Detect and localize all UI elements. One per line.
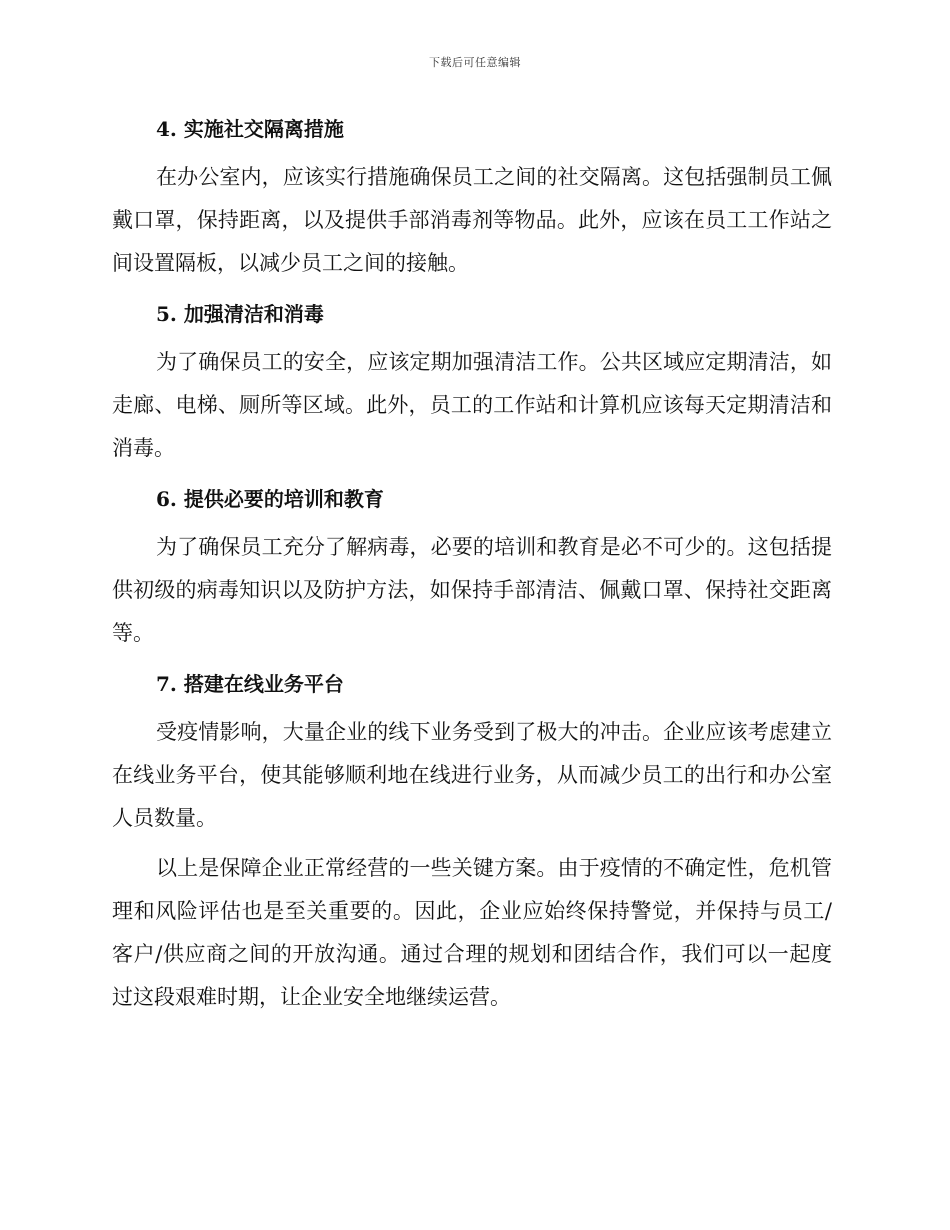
section-6	[112, 477, 832, 662]
page-header: 下载后可任意编辑	[429, 56, 521, 69]
section-7	[112, 662, 832, 1019]
section-heading: 7. 搭建在线业务平台	[156, 672, 344, 696]
paragraph: 为了确保员工充分了解病毒，必要的培训和教育是必不可少的。这包括提供初级的病毒知识以及防护方法，如保持手部清洁、佩戴口罩、保持社交距离等。	[112, 535, 832, 645]
document-body	[112, 107, 832, 1019]
paragraph: 在办公室内，应该实行措施确保员工之间的社交隔离。这包括强制员工佩戴口罩，保持距离，以及提供手部消毒剂等物品。此外，应该在员工工作站之间设置隔板，以减少员工之间的接触。	[112, 165, 832, 275]
section-heading: 6. 提供必要的培训和教育	[156, 487, 384, 511]
section-heading: 5. 加强清洁和消毒	[156, 302, 324, 326]
paragraph: 为了确保员工的安全，应该定期加强清洁工作。公共区域应定期清洁，如走廊、电梯、厕所等区域。此外，员工的工作站和计算机应该每天定期清洁和消毒。	[112, 350, 832, 460]
section-4	[112, 107, 832, 292]
conclusion-paragraph: 以上是保障企业正常经营的一些关键方案。由于疫情的不确定性，危机管理和风险评估也是至关重要的。因此，企业应始终保持警觉，并保持与员工/客户/供应商之间的开放沟通。通过合理的规划和团结合作，我们可以一起度过这段艰难时期，让企业安全地继续运营。	[112, 856, 832, 1009]
paragraph: 受疫情影响，大量企业的线下业务受到了极大的冲击。企业应该考虑建立在线业务平台，使其能够顺利地在线进行业务，从而减少员工的出行和办公室人员数量。	[112, 720, 832, 830]
section-5	[112, 292, 832, 477]
section-heading: 4. 实施社交隔离措施	[156, 117, 344, 141]
